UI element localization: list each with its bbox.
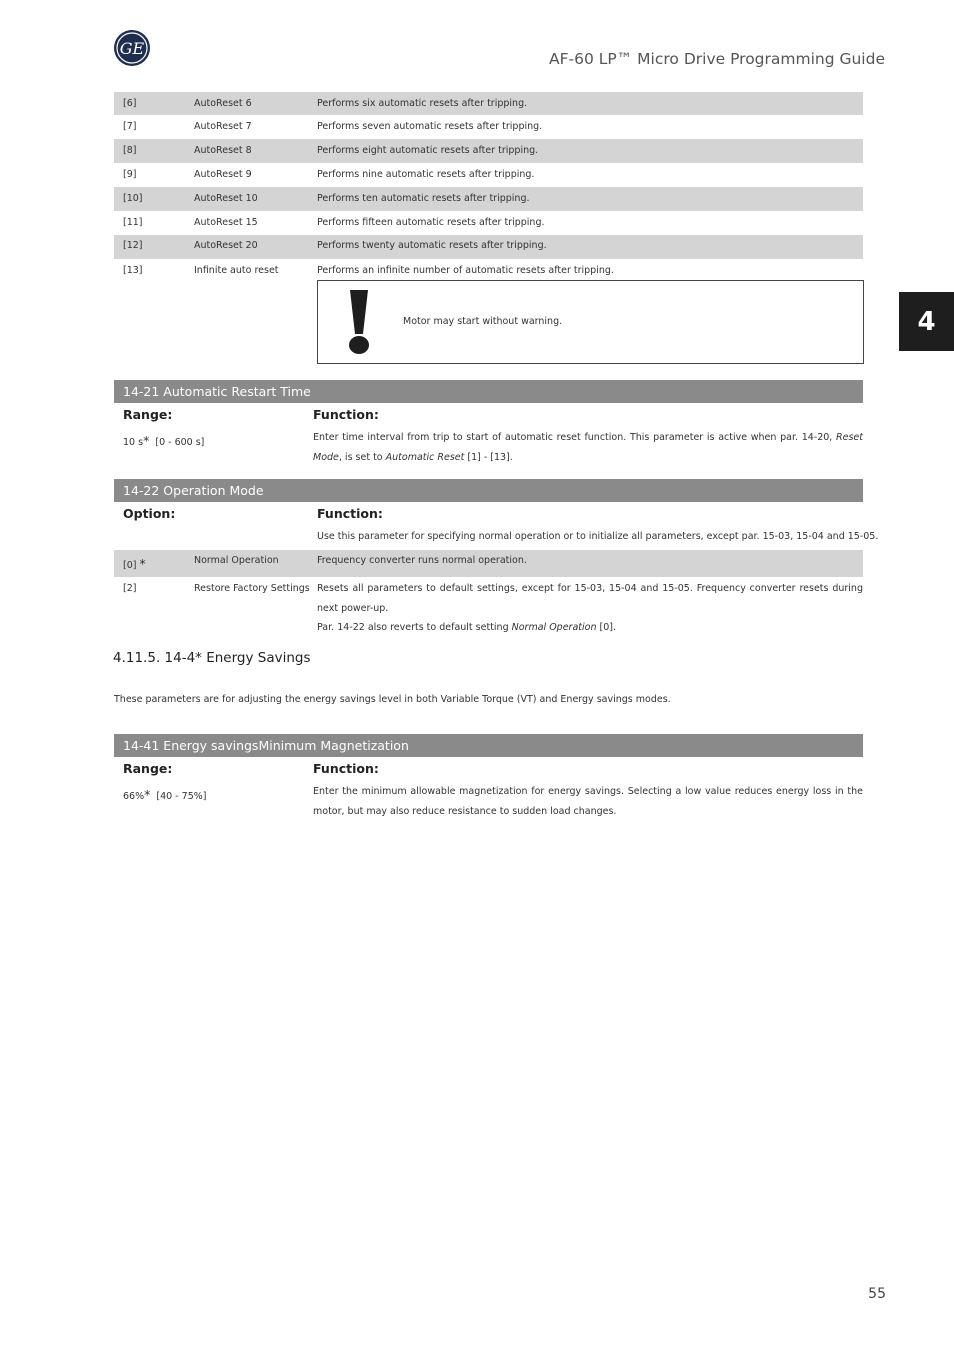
option-code: [13]: [123, 265, 143, 276]
table-row: [114, 115, 863, 139]
option-name: AutoReset 15: [194, 217, 258, 228]
function-text: Enter the minimum allowable magnetization for energy savings. Selecting a low value reduces energy loss in the motor, but may also reduce resistance to sudden load changes.: [313, 786, 863, 817]
function-text-emphasis: Reset Mode: [313, 432, 863, 463]
default-star: *: [139, 556, 146, 571]
option-code: [11]: [123, 217, 143, 228]
option-desc: Frequency converter runs normal operation.: [317, 555, 527, 566]
option-desc: Performs nine automatic resets after tripping.: [317, 169, 535, 180]
table-row: [114, 211, 863, 235]
option-name: AutoReset 8: [194, 145, 252, 156]
option-code: [6]: [123, 98, 137, 109]
table-row: [114, 92, 863, 115]
option-desc: Performs fifteen automatic resets after tripping.: [317, 217, 545, 228]
autoreset-table: [114, 92, 863, 283]
option-name: AutoReset 9: [194, 169, 252, 180]
option-code: [10]: [123, 193, 143, 204]
option-code: [8]: [123, 145, 137, 156]
function-text-part: Enter time interval from trip to start of automatic reset function. This parameter is active when par. 14-20,: [313, 432, 837, 443]
default-value: 10 s: [123, 437, 144, 448]
section-intro: These parameters are for adjusting the energy savings level in both Variable Torque (VT) and Energy savings modes.: [114, 694, 671, 705]
guide-title: AF-60 LP™ Micro Drive Programming Guide: [549, 50, 885, 68]
option-name: Restore Factory Settings: [194, 583, 310, 594]
table-row: [114, 550, 863, 577]
warning-text: Motor may start without warning.: [403, 316, 563, 327]
option-desc: Performs seven automatic resets after tripping.: [317, 121, 543, 132]
option-desc: Performs an infinite number of automatic resets after tripping.: [317, 265, 614, 276]
option-code-text: [0]: [123, 560, 137, 571]
table-row: [114, 139, 863, 163]
option-desc: Resets all parameters to default settings, except for 15-03, 15-04 and 15-05. Frequency converter resets during next power-up.: [317, 583, 863, 614]
option-name: AutoReset 10: [194, 193, 258, 204]
table-row: [114, 235, 863, 259]
exclamation-icon: [346, 288, 372, 356]
chapter-tab: 4: [899, 292, 954, 351]
table-row: [114, 163, 863, 187]
logo-text: GE: [119, 39, 145, 58]
function-text-part: [1] - [13].: [464, 451, 513, 463]
function-label: Function:: [313, 407, 379, 422]
option-code: [123, 556, 146, 571]
option-name: AutoReset 7: [194, 121, 252, 132]
range-value: [123, 431, 204, 453]
function-label: Function:: [317, 506, 383, 521]
table-row: [114, 187, 863, 211]
range-label: Range:: [123, 407, 173, 422]
option-name: AutoReset 20: [194, 240, 258, 251]
param-header-14-41: 14-41 Energy savingsMinimum Magnetization: [114, 734, 863, 757]
param-header-14-21: 14-21 Automatic Restart Time: [114, 380, 863, 403]
range-limits: [40 - 75%]: [156, 791, 207, 802]
option-desc: Performs eight automatic resets after tripping.: [317, 145, 539, 156]
option-name: Infinite auto reset: [194, 265, 279, 276]
section-title: 4.11.5. 14-4* Energy Savings: [113, 650, 311, 666]
option-note-emphasis: Normal Operation: [511, 622, 597, 633]
ge-logo-icon: [113, 29, 151, 67]
function-label: Function:: [313, 761, 379, 776]
option-note: [317, 618, 863, 638]
param-header-14-22: 14-22 Operation Mode: [114, 479, 863, 502]
option-code: [7]: [123, 121, 137, 132]
function-text-part: , is set to: [338, 451, 386, 463]
page-number: 55: [868, 1286, 886, 1302]
default-star: *: [144, 787, 151, 802]
warning-box: [317, 280, 864, 364]
option-note-part: Par. 14-22 also reverts to default setting: [317, 622, 512, 633]
option-desc: Performs twenty automatic resets after tripping.: [317, 240, 547, 251]
option-note-part: [0].: [596, 622, 616, 633]
range-value: [123, 785, 207, 807]
range-label: Range:: [123, 761, 173, 776]
option-desc: Performs ten automatic resets after tripping.: [317, 193, 530, 204]
default-value: 66%: [123, 791, 145, 802]
range-limits: [0 - 600 s]: [155, 437, 205, 448]
option-label: Option:: [123, 506, 176, 521]
option-code: [9]: [123, 169, 137, 180]
option-code: [2]: [123, 583, 137, 594]
option-name: AutoReset 6: [194, 98, 252, 109]
option-name: Normal Operation: [194, 555, 279, 566]
function-text: [313, 428, 863, 467]
option-desc: Performs six automatic resets after tripping.: [317, 98, 528, 109]
default-star: *: [143, 433, 150, 448]
option-code: [12]: [123, 240, 143, 251]
operation-mode-intro: Use this parameter for specifying normal operation or to initialize all parameters, except par. 15-03, 15-04 and 15-05.: [317, 531, 879, 542]
ge-logo: [113, 29, 151, 67]
function-text-emphasis: Automatic Reset: [385, 451, 465, 463]
